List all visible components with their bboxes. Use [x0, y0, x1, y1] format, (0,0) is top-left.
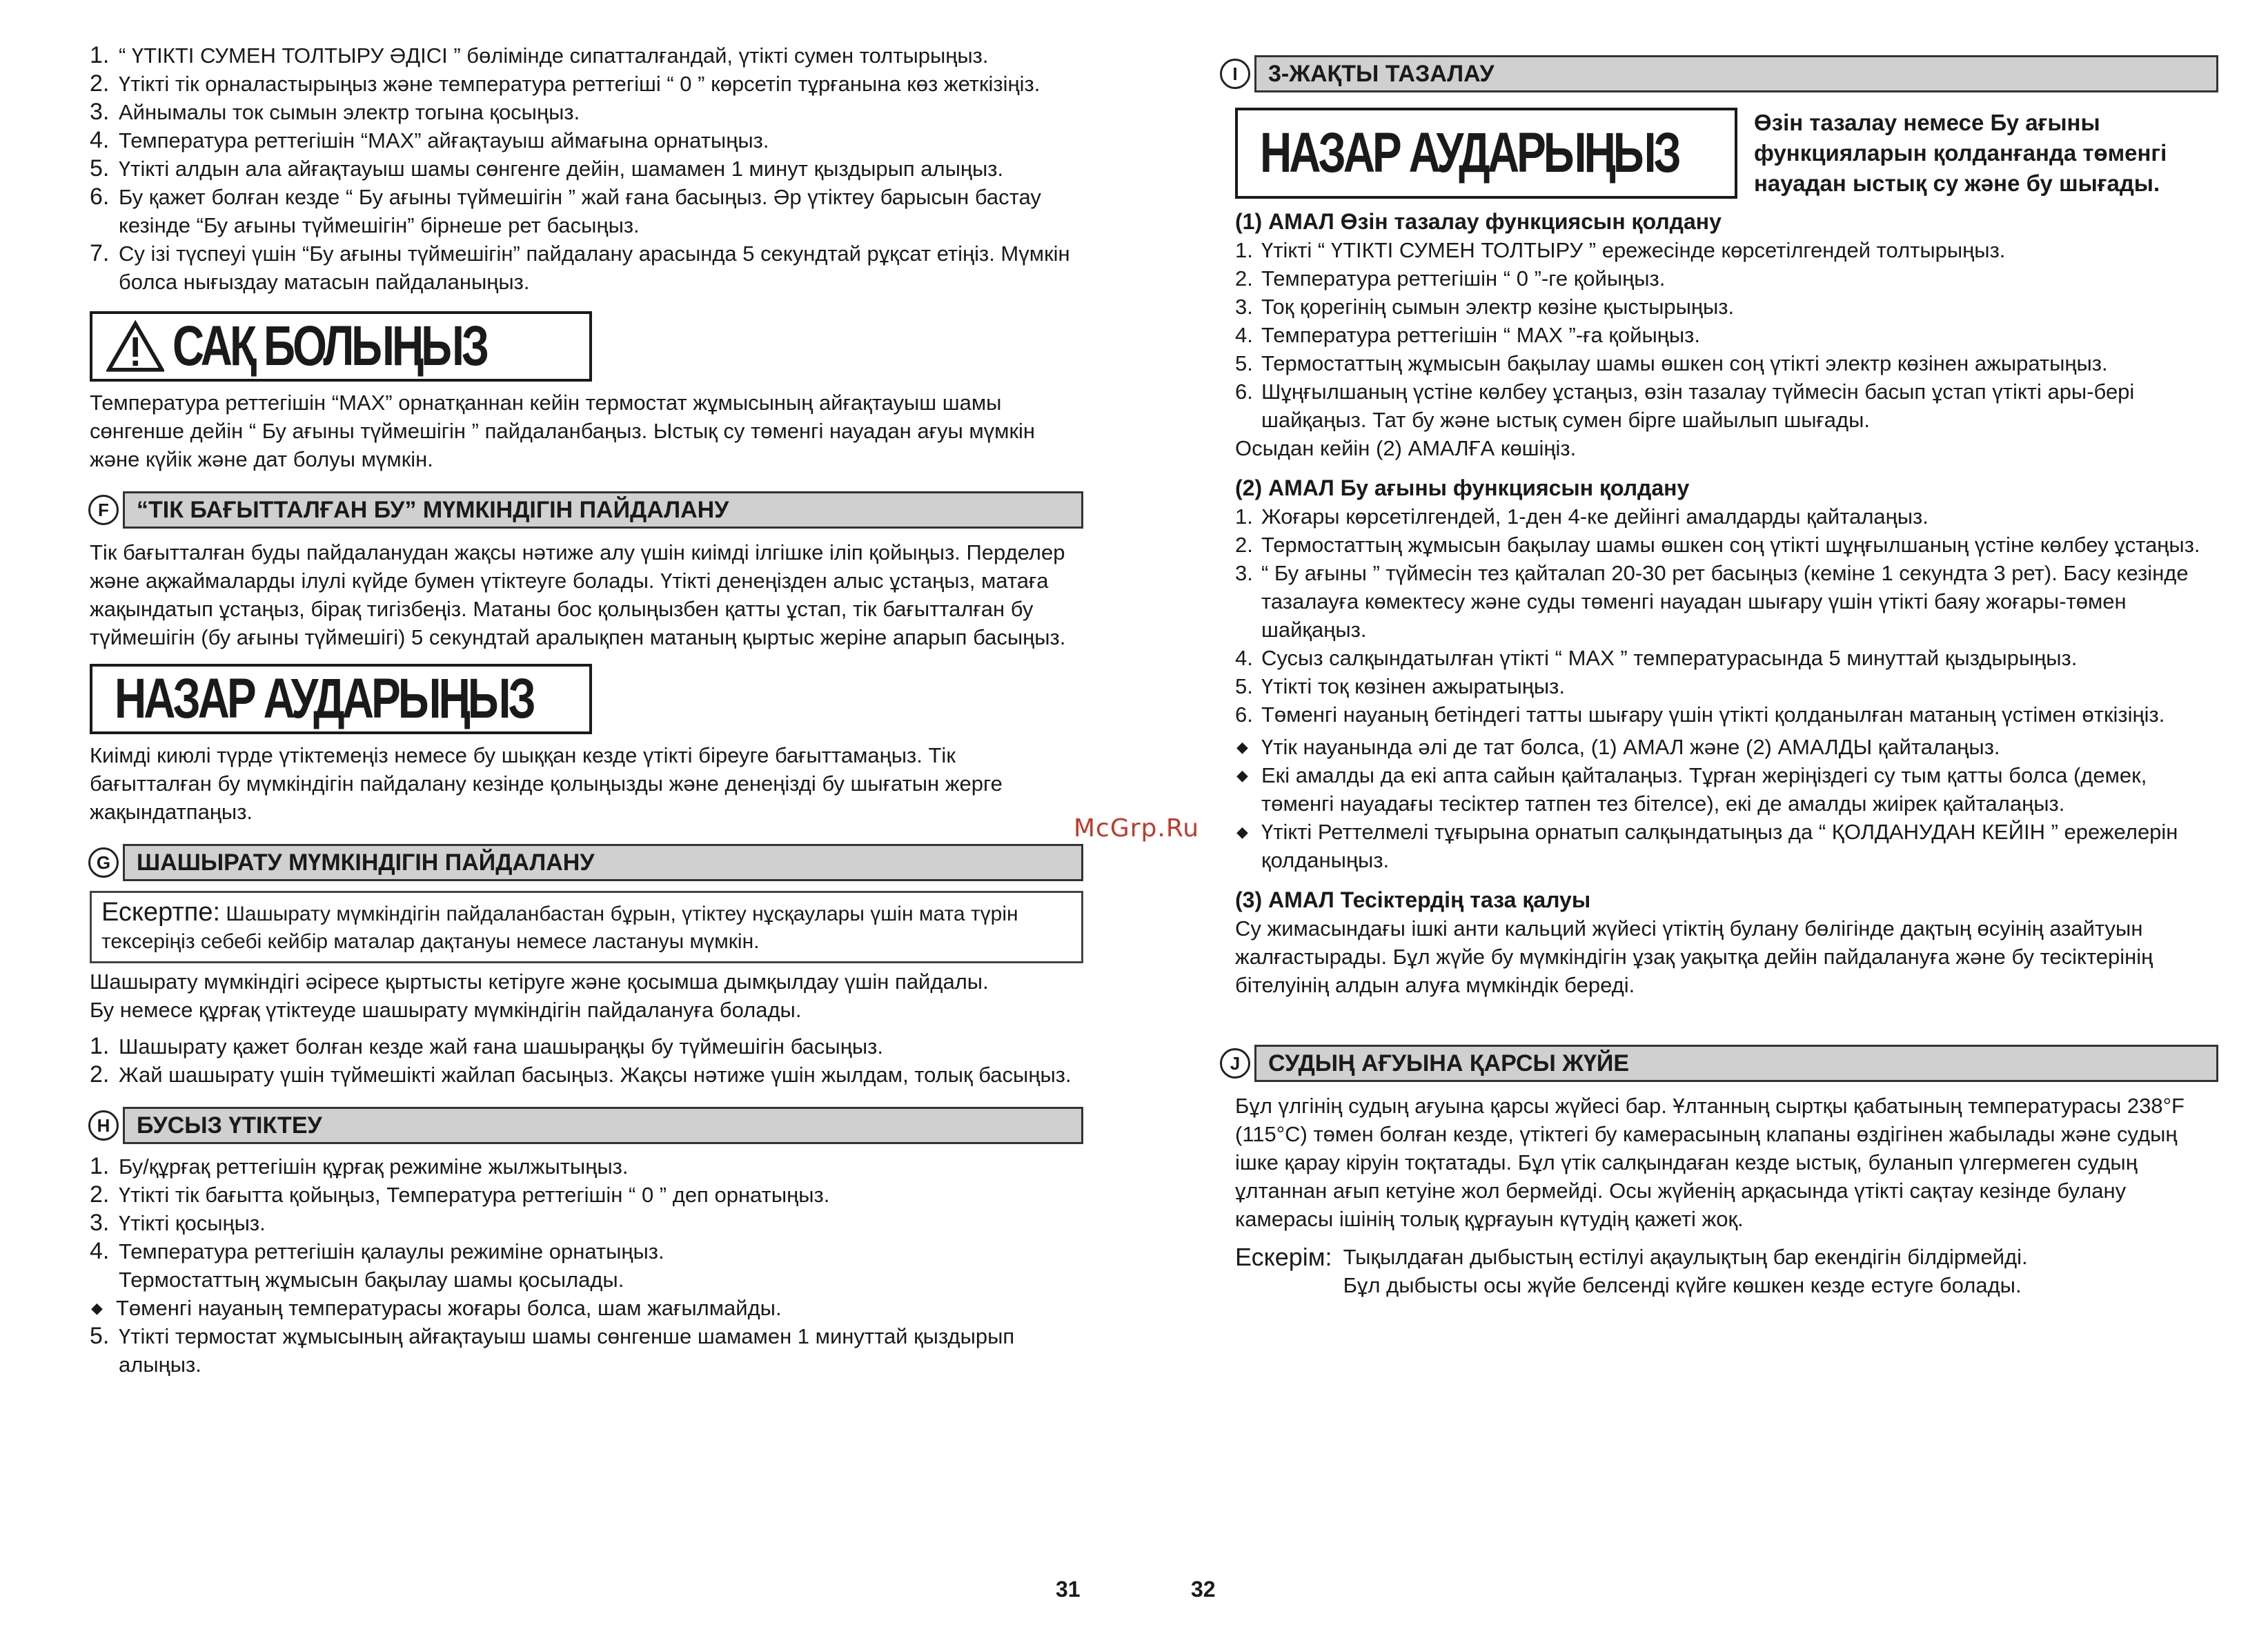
step3-title: (3) АМАЛ Тесіктердің таза қалуы [1235, 887, 1591, 912]
bullet-item: ◆ Екі амалды да екі апта сайын қайталаңыз. Тұрған жеріңіздегі су тым қатты болса (демек, төменгі науадағы тесіктер татпен тез бітелсе), екі де амалды жиірек қайталаңыз. [1236, 763, 2147, 816]
section-f-header [98, 491, 1083, 529]
section-i-header [1232, 55, 2218, 92]
list-item: 6. Бу қажет болған кезде “ Бу ағыны түймешігін ” жай ғана басыңыз. Әр үтіктеу барысын бастау кезінде “Бу ағыны түймешігін” бірнеше рет басыңыз. [90, 184, 1041, 237]
list-item: 4. Температура реттегішін қалаулы режиміне орнатыңыз. [90, 1238, 664, 1264]
step3-text: Су жимасындағы ішкі анти кальций жүйесі үтіктің булану бөлігінде дақтың өсуінің азайтуын жалғастырады. Бұл жүйе бу мүмкіндігін ұзақ уақытқа дейін пайдалануға және бу тесіктерінің бітелуінің алдын алуға мүмкіндік береді. [1235, 916, 2153, 997]
list-item: 1. “ ҮТІКТІ СУМЕН ТОЛТЫРУ ӘДІСІ ” бөлімінде сипатталғандай, үтікті сумен толтырыңыз. [90, 42, 989, 68]
step1-title: (1) АМАЛ Өзін тазалау функциясын қолдану [1235, 209, 1722, 234]
caution-box [90, 311, 592, 382]
warning-icon [106, 319, 164, 374]
list-item: 4. Сусыз салқындатылған үтікті “ MAX ” температурасында 5 минуттай қыздырыңыз. [1235, 646, 2078, 670]
section-g-text1: Шашырату мүмкіндігі әсіресе қыртысты кетіруге және қосымша дымқылдау үшін пайдалы. [90, 970, 989, 994]
section-i-badge: I [1220, 59, 1250, 89]
step2-list [1235, 502, 2218, 729]
step2-title: (2) АМАЛ Бу ағыны функциясын қолдану [1235, 475, 1690, 500]
attention-box-left [90, 664, 592, 734]
list-item: 5. Термостаттың жұмысын бақылау шамы өшкен соң үтікті электр көзінен ажыратыңыз. [1235, 351, 2108, 375]
list-item: 1. Бу/құрғақ реттегішін құрғақ режиміне жылжытыңыз. [90, 1153, 629, 1179]
section-j-text: Бұл үлгінің судың ағуына қарсы жүйесі бар. Ұлтанның сыртқы қабатының температурасы 238°F (115°C) төмен болған кезде, үтіктегі бу камерасының клапаны өздігінен жабылады және судың ішке қарау кіруін тоқтатады. Бұл үтік салқындаған кезде ыстық, буланып үлгермеген судың ұлтаннан ағып кетуіне жол бермейді. Осы жүйенің арқасында үтікті сақтау кезінде булану камерасы ішінің толық құрғауын күтудің қажеті жоқ. [1235, 1094, 2185, 1231]
note-text-2: Бұл дыбысты осы жүйе белсенді күйге көшкен кезде естуге болады. [1343, 1273, 2022, 1297]
list-item: 2. Термостаттың жұмысын бақылау шамы өшкен соң үтікті шұңғылшаның үстіне көлбеу ұстаңыз. [1235, 533, 2200, 557]
intro-list [90, 41, 1083, 296]
section-h-list [90, 1152, 1083, 1266]
section-i-title: 3-ЖАҚТЫ ТАЗАЛАУ [1268, 61, 1495, 87]
caution-title: САҚ БОЛЫҢЫЗ [172, 315, 487, 377]
list-item: 3. Тоқ қорегінің сымын электр көзіне қыстырыңыз. [1235, 295, 1735, 319]
list-item: 3. Үтікті қосыңыз. [90, 1210, 266, 1236]
step1-list [1235, 236, 2218, 434]
attention-row-right [1235, 108, 2218, 199]
section-j-badge: J [1220, 1048, 1250, 1079]
section-h-list-end [90, 1322, 1083, 1379]
section-h-badge: H [88, 1110, 119, 1141]
list-item: 2. Үтікті тік орналастырыңыз және температура реттегіші “ 0 ” көрсетіп тұрғанына көз жеткізіңіз. [90, 70, 1041, 97]
attention-block-left [90, 664, 1083, 734]
section-h-title: БУСЫЗ ҮТІКТЕУ [137, 1112, 322, 1139]
watermark: McGrp.Ru [1074, 814, 1200, 843]
attention-side-text: Өзін тазалау немесе Бу ағыны функцияларын қолданғанда төменгі науадан ыстық су және бу шығады. [1754, 110, 2167, 196]
section-j-header [1230, 1045, 2218, 1082]
bullet-item: ◆ Үтікті Реттелмелі тұғырына орнатып салқындатыңыз да “ ҚОЛДАНУДАН КЕЙІН ” ережелерін қолданыңыз. [1236, 820, 2178, 872]
attention-text-left: Киімді киюлі түрде үтіктемеңіз немесе бу шыққан кезде үтікті біреуге бағыттамаңыз. Тік бағытталған бу мүмкіндігін пайдалану кезінде қолыңызды және денеңізді бу шығатын жерге жақындатпаңыз. [90, 743, 1003, 824]
note-label: Ескертпе: [101, 898, 221, 927]
section-g-badge: G [88, 847, 119, 878]
list-item: 5. Үтікті термостат жұмысының айғақтауыш шамы сөнгенше шамамен 1 минуттай қыздырып алыңыз. [90, 1323, 1015, 1377]
section-g-header [96, 844, 1083, 881]
step1-after: Осыдан кейін (2) АМАЛҒА көшіңіз. [1235, 436, 1577, 460]
list-item: 3. Айнымалы ток сымын электр тогына қосыңыз. [90, 99, 580, 125]
section-g-title: ШАШЫРАТУ МҮМКІНДІГІН ПАЙДАЛАНУ [137, 849, 595, 876]
list-item: 7. Су ізі түспеуі үшін “Бу ағыны түймешігін” пайдалану арасында 5 секундтай рұқсат етіңіз. Мүмкін болса нығыздау матасын пайдаланыңыз. [90, 240, 1070, 294]
list-item: 1. Шашырату қажет болған кезде жай ғана шашыраңқы бу түймешігін басыңыз. [90, 1033, 883, 1059]
section-h-header [97, 1107, 1083, 1144]
page-number-right: 32 [1191, 1577, 1216, 1602]
right-page [1221, 55, 2218, 1299]
section-g-text2: Бу немесе құрғақ үтіктеуде шашырату мүмкіндігін пайдалануға болады. [90, 998, 802, 1022]
section-j-note [1235, 1243, 2218, 1299]
page-number-left: 31 [1056, 1577, 1081, 1602]
section-f-badge: F [88, 495, 119, 525]
attention-title-left: НАЗАР АУДАРЫҢЫЗ [115, 667, 533, 730]
note-label: Ескерім: [1235, 1243, 1332, 1271]
h-bullet: ◆ Төменгі науаның температурасы жоғары болса, шам жағылмайды. [91, 1296, 782, 1320]
list-item: 2. Жай шашырату үшін түймешікті жайлап басыңыз. Жақсы нәтиже үшін жылдам, толық басыңыз. [90, 1061, 1072, 1088]
section-j-title: СУДЫҢ АҒУЫНА ҚАРСЫ ЖҮЙЕ [1268, 1050, 1630, 1076]
list-item: 1. Жоғары көрсетілгендей, 1-ден 4-ке дейінгі амалдарды қайталаңыз. [1235, 504, 1929, 529]
step2-bullets [1235, 733, 2218, 874]
attention-title-right: НАЗАР АУДАРЫҢЫЗ [1260, 121, 1679, 184]
section-f-title: “ТІК БАҒЫТТАЛҒАН БУ” МҮМКІНДІГІН ПАЙДАЛАНУ [137, 497, 729, 523]
attention-box-right [1235, 108, 1737, 199]
list-item: 3. “ Бу ағыны ” түймесін тез қайталап 20-30 рет басыңыз (кеміне 1 секундта 3 рет). Басу кезінде тазалауға көмектесу және суды төменгі науадан шығару үшін үтікті баяу жоғары-төмен шайқаңыз. [1235, 561, 2189, 642]
section-g-note [90, 891, 1083, 963]
left-page [90, 41, 1083, 1379]
list-item: 1. Үтікті “ ҮТІКТІ СУМЕН ТОЛТЫРУ ” ережесінде көрсетілгендей толтырыңыз. [1235, 238, 2006, 262]
caution-block [90, 311, 1083, 382]
list-item: 5. Үтікті алдын ала айғақтауыш шамы сөнгенге дейін, шамамен 1 минут қыздырып алыңыз. [90, 155, 1004, 181]
list-item: 2. Температура реттегішін “ 0 ”-ге қойыңыз. [1235, 266, 1666, 291]
section-j-body [1235, 1092, 2218, 1299]
list-item: 2. Үтікті тік бағытта қойыңыз, Температура реттегішін “ 0 ” деп орнатыңыз. [90, 1181, 830, 1208]
list-item: 5. Үтікті тоқ көзінен ажыратыңыз. [1235, 674, 1565, 698]
list-item: 4. Температура реттегішін “MAX” айғақтауыш аймағына орнатыңыз. [90, 127, 769, 153]
note-text-1: Тықылдаған дыбыстың естілуі ақаулықтың бар екендігін білдірмейді. [1343, 1245, 2028, 1269]
section-f-text: Тік бағытталған буды пайдаланудан жақсы нәтиже алу үшін киімді ілгішке іліп қойыңыз. Перделер және ақжаймаларды ілулі күйде бумен үтіктеуге болады. Үтікті денеңізден алыс ұстаңыз, матаға жақындатып ұстаңыз, бірақ тигізбеңіз. Матаны бос қолыңызбен қатты ұстап, тік бағытталған бу түймешігін (бу ағыны түймешігі) 5 секундтай аралықпен матаның қыртыс жеріне апарып басыңыз. [90, 540, 1066, 649]
right-body [1235, 207, 2218, 999]
list-item: 6. Төменгі науаның бетіндегі татты шығару үшін үтікті қолданылған матаның үстімен өткізіңіз. [1235, 702, 2165, 727]
list-item: 4. Температура реттегішін “ MAX ”-ға қойыңыз. [1235, 323, 1700, 347]
list-item: 6. Шұңғылшаның үстіне көлбеу ұстаңыз, өзін тазалау түймесін басып ұстап үтікті ары-бері шайқаңыз. Тат бу және ыстық сумен бірге шайылып шығады. [1235, 380, 2135, 432]
h-item4-continued: Термостаттың жұмысын бақылау шамы қосылады. [119, 1268, 624, 1292]
caution-text: Температура реттегішін “MAX” орнатқаннан кейін термостат жұмысының айғақтауыш шамы сөнгенше дейін “ Бу ағыны түймешігін ” пайдаланбаңыз. Ыстық су төменгі науадан ағуы мүмкін және күйік және дат болуы мүмкін. [90, 391, 1036, 471]
section-g-list [90, 1032, 1083, 1089]
note-text: Шашырату мүмкіндігін пайдаланбастан бұрын, үтіктеу нұсқаулары үшін мата түрін тексеріңіз себебі кейбір маталар дақтануы немесе ластануы мүмкін. [101, 903, 1018, 953]
bullet-item: ◆ Үтік науанында әлі де тат болса, (1) АМАЛ және (2) АМАЛДЫ қайталаңыз. [1236, 735, 2000, 759]
